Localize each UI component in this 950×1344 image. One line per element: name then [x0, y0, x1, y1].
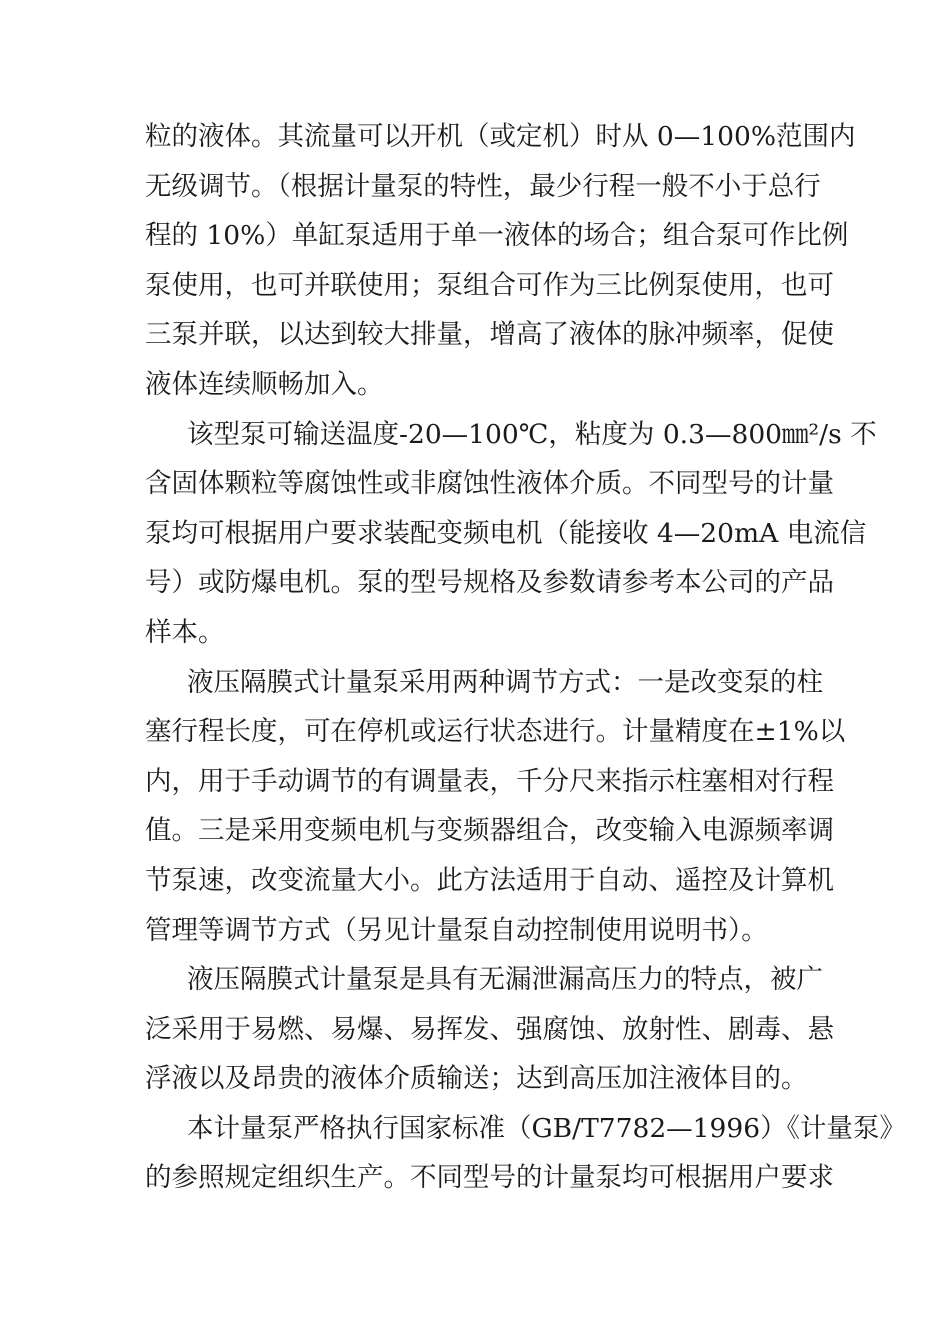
- text-line: 号）或防爆电机。泵的型号规格及参数请参考本公司的产品: [145, 567, 834, 599]
- text-line: 三泵并联，以达到较大排量，增高了液体的脉冲频率，促使: [145, 319, 834, 351]
- text-line: 粒的液体。其流量可以开机（或定机）时从 0—100%范围内: [145, 121, 856, 152]
- text-line: 样本。: [145, 616, 225, 648]
- text-line: 塞行程长度，可在停机或运行状态进行。计量精度在±1%以: [145, 716, 846, 748]
- text-line: 液压隔膜式计量泵是具有无漏泄漏高压力的特点，被广: [187, 964, 823, 996]
- text-line: 泛采用于易燃、易爆、易挥发、强腐蚀、放射性、剧毒、悬: [145, 1013, 834, 1045]
- text-line: 本计量泵严格执行国家标准（GB/T7782—1996）《计量泵》: [187, 1112, 906, 1144]
- paragraph-temperature-viscosity: [145, 410, 877, 658]
- text-line: 节泵速，改变流量大小。此方法适用于自动、遥控及计算机: [145, 864, 834, 896]
- text-line: 管理等调节方式（另见计量泵自动控制使用说明书）。: [145, 914, 768, 946]
- paragraph-pump-flow-regulation: [145, 112, 856, 410]
- document-page: [145, 112, 906, 1203]
- text-line: 该型泵可输送温度-20—100℃，粘度为 0.3—800㎜²/s 不: [187, 418, 877, 450]
- text-line: 内，用于手动调节的有调量表，千分尺来指示柱塞相对行程: [145, 765, 834, 797]
- text-line: 程的 10%）单缸泵适用于单一液体的场合；组合泵可作比例: [145, 220, 849, 252]
- text-line: 的参照规定组织生产。不同型号的计量泵均可根据用户要求: [145, 1162, 834, 1194]
- text-line: 液体连续顺畅加入。: [145, 368, 384, 400]
- text-line: 值。三是采用变频电机与变频器组合，改变输入电源频率调: [145, 815, 834, 847]
- paragraph-national-standard: [145, 1104, 906, 1203]
- text-line: 浮液以及昂贵的液体介质输送；达到高压加注液体目的。: [145, 1063, 808, 1095]
- text-line: 泵使用，也可并联使用；泵组合可作为三比例泵使用，也可: [145, 269, 834, 301]
- text-line: 无级调节。（根据计量泵的特性，最少行程一般不小于总行: [145, 170, 821, 202]
- text-line: 液压隔膜式计量泵采用两种调节方式：一是改变泵的柱: [187, 666, 823, 698]
- paragraph-features-applications: [145, 955, 834, 1104]
- text-line: 含固体颗粒等腐蚀性或非腐蚀性液体介质。不同型号的计量: [145, 468, 834, 500]
- text-line: 泵均可根据用户要求装配变频电机（能接收 4—20mA 电流信: [145, 517, 867, 549]
- paragraph-adjustment-methods: [145, 658, 846, 956]
